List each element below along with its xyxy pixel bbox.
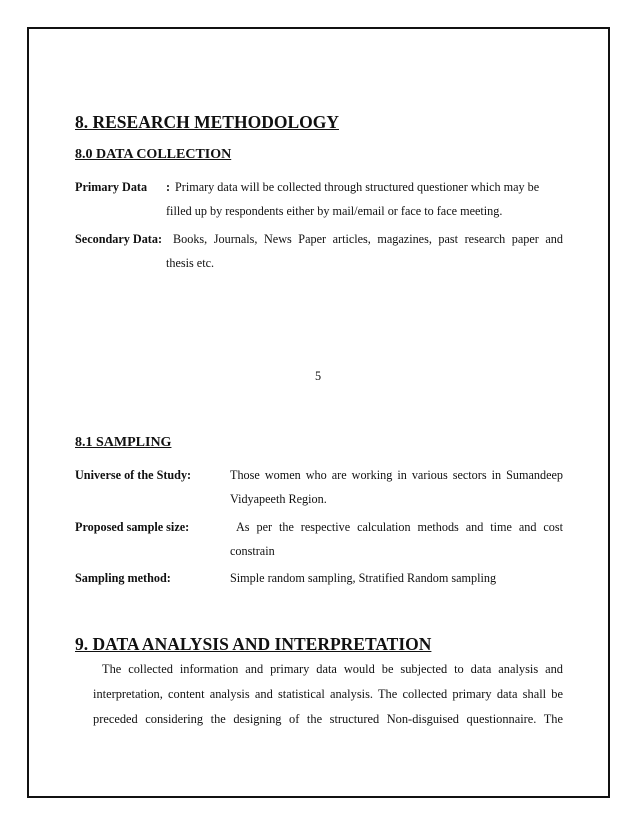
page-number: 5 <box>315 369 322 383</box>
sampling-method-label: Sampling method: <box>75 571 171 585</box>
analysis-line-2: interpretation, content analysis and statistical analysis. The collected primary data shall be <box>93 687 563 701</box>
primary-data-line-1: Primary data will be collected through structured questioner which may be <box>175 180 540 194</box>
primary-data-colon: : <box>166 180 171 194</box>
secondary-data-line-1: Books, Journals, News Paper articles, magazines, past research paper and <box>173 232 563 246</box>
secondary-data-label: Secondary Data: <box>75 232 162 246</box>
primary-data-label: Primary Data <box>75 180 148 194</box>
sample-size-label: Proposed sample size: <box>75 520 190 534</box>
secondary-data-line-2: thesis etc. <box>166 256 215 270</box>
sample-size-line-2: constrain <box>230 544 275 558</box>
universe-line-2: Vidyapeeth Region. <box>230 492 327 506</box>
page-border <box>27 27 610 798</box>
universe-label: Universe of the Study: <box>75 468 192 482</box>
primary-data-line-2: filled up by respondents either by mail/email or face to face meeting. <box>166 204 503 218</box>
sampling-method-value: Simple random sampling, Stratified Random sampling <box>230 571 497 585</box>
sampling-heading: 8.1 SAMPLING <box>75 435 172 450</box>
analysis-line-1: The collected information and primary data would be subjected to data analysis and <box>102 662 563 676</box>
universe-line-1: Those women who are working in various sectors in Sumandeep <box>230 468 563 482</box>
section-9-heading: 9. DATA ANALYSIS AND INTERPRETATION <box>75 634 432 654</box>
section-8-heading: 8. RESEARCH METHODOLOGY <box>75 112 339 132</box>
data-collection-heading: 8.0 DATA COLLECTION <box>75 147 232 162</box>
sample-size-line-1: As per the respective calculation methods and time and cost <box>236 520 563 534</box>
analysis-line-3: preceded considering the designing of the structured Non-disguised questionnaire. The <box>93 712 563 726</box>
